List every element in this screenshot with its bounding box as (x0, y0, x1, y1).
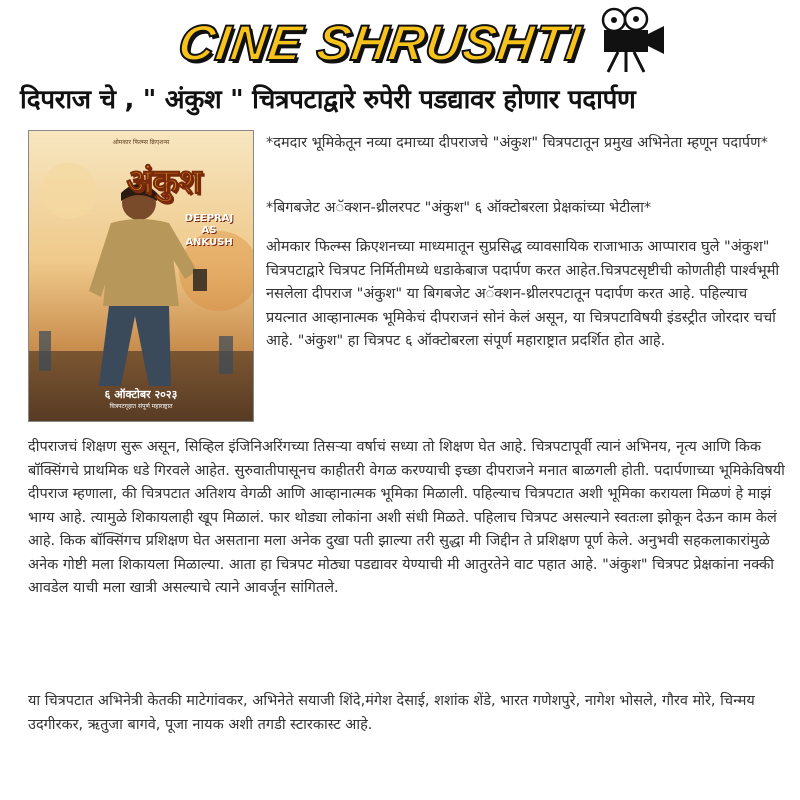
movie-poster (28, 130, 254, 422)
poster-subtitle-line: ANKUSH (185, 237, 233, 248)
article-headline: दिपराज चे , " अंकुश " चित्रपटाद्वारे रुपेरी पडद्यावर होणार पदार्पण (20, 85, 636, 115)
poster-release-date: ६ ऑक्टोबर २०२३ (104, 388, 178, 401)
site-logo[interactable]: CINE SHRUSHTI (175, 15, 585, 71)
poster-credit: ओमकार फिल्म्स क्रिएशन्स (112, 139, 170, 146)
article-tagline: *बिगबजेट अॅक्शन-थ्रीलरपट "अंकुश" ६ ऑक्टोबरला प्रेक्षकांच्या भेटीला* (266, 200, 652, 216)
article-paragraph: ओमकार फिल्म्स क्रिएशनच्या माध्यमातून सुप्रसिद्ध व्यावसायिक राजाभाऊ आप्पाराव घुले "अंकुश" चित्रपटाद्वारे चित्रपट निर्मितीमध्ये धडाकेबाज पदार्पण करत आहेत.चित्रपटसृष्टीची कोणतीही पार्श्वभूमी नसलेला दीपराज "अंकुश" या बिगबजेट अॅक्शन-थ्रीलरपटातून पदार्पण करत आहे. पहिल्याच प्रयत्नात आव्हानात्मक भूमिकेचं दीपराजनं सोनं केलं असून, या चित्रपटाविषयी इंडस्ट्रीत जोरदार चर्चा आहे. "अंकुश" हा चित्रपट ६ ऑक्टोबरला संपूर्ण महाराष्ट्रात प्रदर्शित होत आहे. (266, 239, 780, 349)
poster-subtitle-line: DEEPRAJ (184, 213, 234, 224)
article-paragraph: दीपराजचं शिक्षण सुरू असून, सिव्हिल इंजिनिअरिंगच्या तिसऱ्या वर्षाचं सध्या तो शिक्षण घेत आहे. चित्रपटापूर्वी त्यानं अभिनय, नृत्य आणि किक बॉक्सिंगचे प्राथमिक धडे गिरवले आहेत. सुरुवातीपासूनच काहीतरी वेगळ करण्याची इच्छा दीपराजने मनात बाळगली होती. पदार्पणाच्या भूमिकेविषयी दीपराज म्हणाला, की चित्रपटात अतिशय वेगळी आणि आव्हानात्मक भूमिका मिळाली. पहिल्याच चित्रपटात अशी भूमिका करायला मिळणं हे माझं भाग्य आहे. त्यामुळे शिकायलाही खूप मिळालं. फार थोड्या लोकांना अशी संधी मिळते. पहिलाच चित्रपट असल्याने स्वतःला झोकून देऊन काम केलं आहे. किक बॉक्सिंगच प्रशिक्षण घेत असताना मला अनेक दुखा पती झाल्या तरी सुद्धा मी जिद्दीन ते प्रशिक्षण पूर्ण केले. अनुभवी सहकलाकारांमुळे अनेक गोष्टी मला शिकायला मिळाल्या. आता हा चित्रपट मोठ्या पडद्यावर येण्याची मी आतुरतेने वाट पहात आहे. "अंकुश" चित्रपट प्रेक्षकांना नक्की आवडेल याची मला खात्री असल्याचे त्याने आवर्जून सांगितले. (28, 439, 785, 596)
poster-title: अंकुश (126, 162, 202, 202)
poster-release-note: चित्रपटगृहात संपूर्ण महाराष्ट्रात (109, 403, 173, 410)
article-paragraph: या चित्रपटात अभिनेत्री केतकी माटेगांवकर, अभिनेते सयाजी शिंदे,मंगेश देसाई, शशांक शेंडे, भारत गणेशपुरे, नागेश भोसले, गौरव मोरे, चिन्मय उदगीरकर, ऋतुजा बागवे, पूजा नायक अशी तगडी स्टारकास्ट आहे. (28, 693, 755, 733)
film-camera-icon (592, 6, 674, 74)
article-tagline: *दमदार भूमिकेतून नव्या दमाच्या दीपराजचे "अंकुश" चित्रपटातून प्रमुख अभिनेता म्हणून पदार्पण* (266, 135, 768, 151)
masthead (0, 0, 800, 78)
poster-subtitle-line: AS (201, 225, 217, 236)
poster-subtitle (169, 213, 249, 249)
